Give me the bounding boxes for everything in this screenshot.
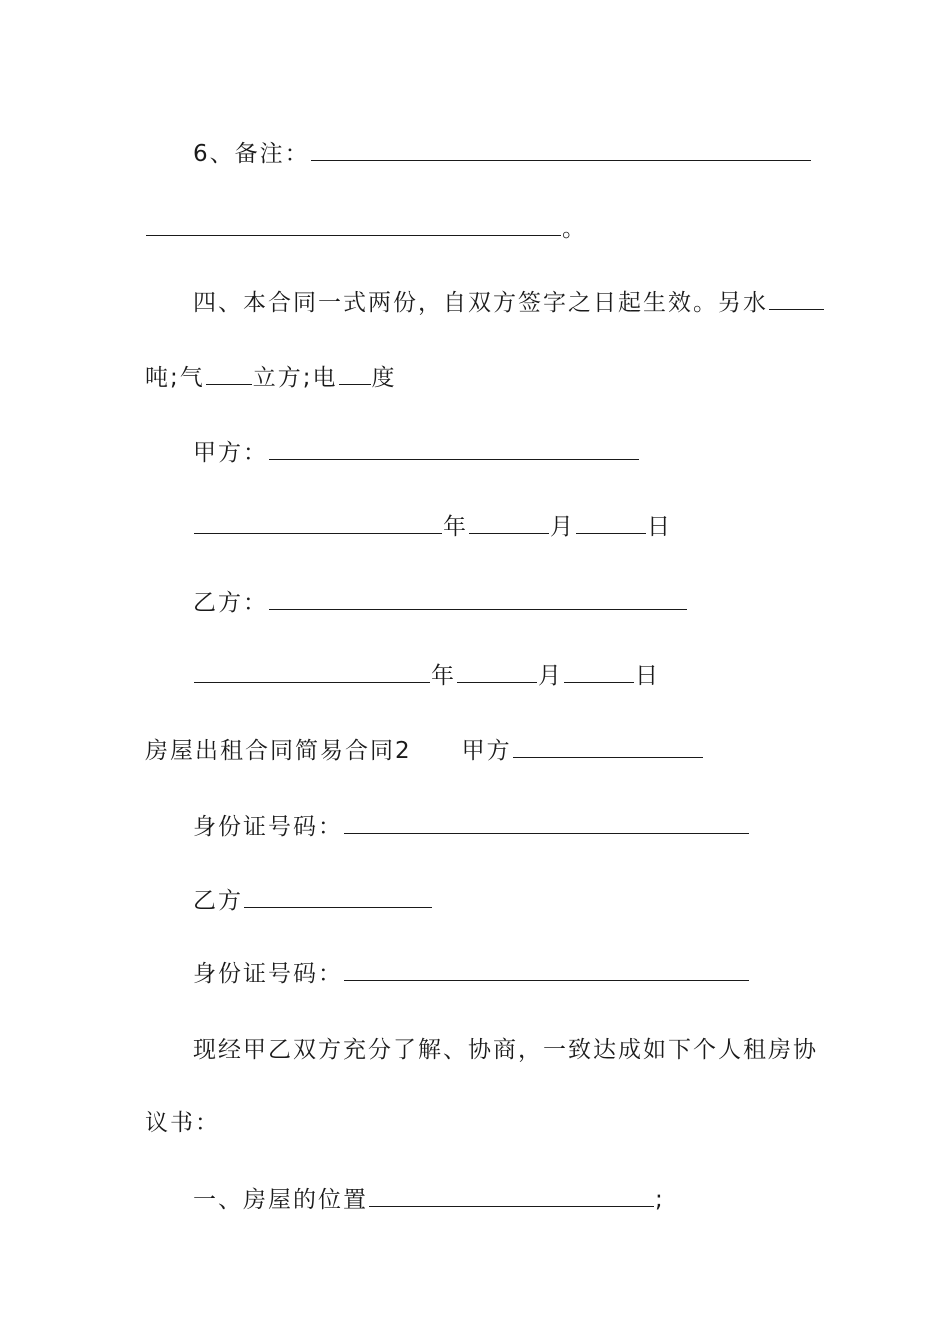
agreement-intro-cont-line xyxy=(145,1108,220,1138)
location-blank xyxy=(369,1184,654,1207)
ton-text: 吨;气 xyxy=(145,365,205,391)
contract-2-party-a-blank xyxy=(513,735,703,758)
agreement-intro-line xyxy=(193,1035,818,1065)
party-b-blank xyxy=(269,587,687,610)
clause-4-cont-line xyxy=(145,362,397,393)
date-b-line xyxy=(193,660,660,691)
date-a-month: 月 xyxy=(550,514,575,540)
party-a-line xyxy=(193,437,640,468)
date-b-day-blank xyxy=(564,660,634,683)
agreement-intro: 现经甲乙双方充分了解、协商，一致达成如下个人租房协 xyxy=(193,1037,818,1063)
contract-2-party-b-blank xyxy=(244,885,432,908)
date-a-day: 日 xyxy=(647,514,672,540)
id-b-line xyxy=(193,958,750,989)
remark-end: 。 xyxy=(562,216,587,242)
electricity-blank xyxy=(339,362,371,385)
remark-label: 6、备注： xyxy=(193,141,310,167)
contract-2-party-a: 甲方 xyxy=(461,738,512,764)
date-a-prefix-blank xyxy=(194,511,442,534)
clause-4-text: 四、本合同一式两份，自双方签字之日起生效。另水 xyxy=(193,290,768,316)
remark-blank-cont xyxy=(146,213,561,236)
remark-blank xyxy=(311,138,811,161)
clause-4-line xyxy=(193,287,825,318)
date-a-month-blank xyxy=(469,511,549,534)
location-label: 一、房屋的位置 xyxy=(193,1187,368,1213)
cubic-text: 立方;电 xyxy=(252,365,338,391)
contract-2-party-b-line xyxy=(193,885,433,916)
remark-line xyxy=(193,138,812,169)
date-a-line xyxy=(193,511,672,542)
party-b-label: 乙方： xyxy=(193,590,268,616)
date-b-month: 月 xyxy=(538,663,563,689)
degree-text: 度 xyxy=(371,365,397,391)
party-a-blank xyxy=(269,437,639,460)
contract-2-title: 房屋出租合同简易合同2 xyxy=(145,738,412,764)
location-end: ; xyxy=(655,1187,665,1213)
id-a-blank xyxy=(344,811,749,834)
id-a-label: 身份证号码： xyxy=(193,814,343,840)
date-b-year: 年 xyxy=(431,663,456,689)
id-b-blank xyxy=(344,958,749,981)
remark-line-cont xyxy=(145,213,587,244)
id-b-label: 身份证号码： xyxy=(193,961,343,987)
party-b-line xyxy=(193,587,688,618)
contract-2-party-b: 乙方 xyxy=(193,888,243,914)
party-a-label: 甲方： xyxy=(193,440,268,466)
gas-blank xyxy=(206,362,252,385)
water-blank xyxy=(769,287,824,310)
date-b-prefix-blank xyxy=(194,660,430,683)
id-a-line xyxy=(193,811,750,842)
location-line xyxy=(193,1184,665,1215)
contract-2-title-line xyxy=(145,735,704,766)
agreement-intro-cont: 议书： xyxy=(145,1110,220,1136)
date-a-year: 年 xyxy=(443,514,468,540)
date-a-day-blank xyxy=(576,511,646,534)
date-b-day: 日 xyxy=(635,663,660,689)
date-b-month-blank xyxy=(457,660,537,683)
